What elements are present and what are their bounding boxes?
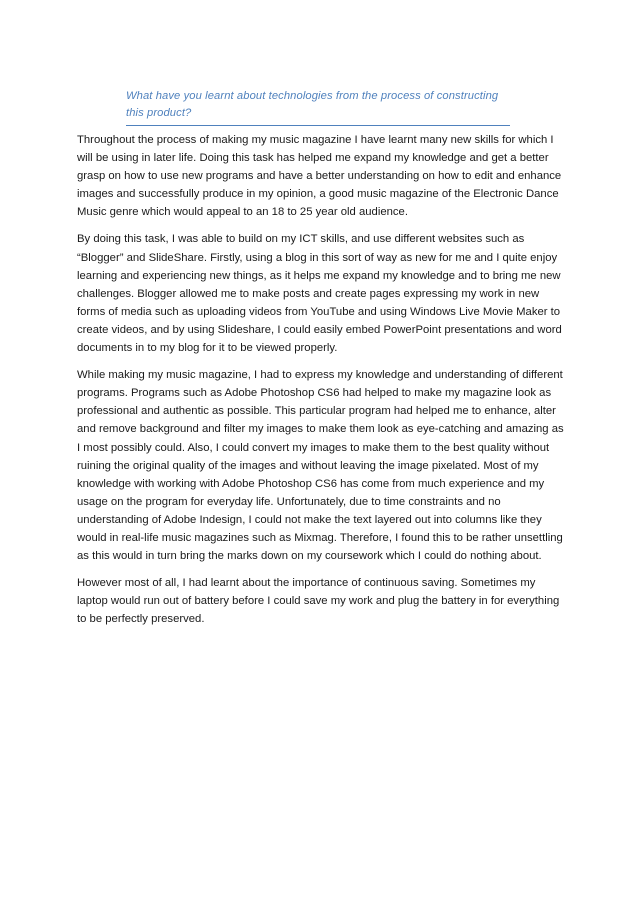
paragraph-ict-skills: By doing this task, I was able to build on my ICT skills, and use different websites such as “Blogger” and SlideShare. Firstly, using a blog in this sort of way as new for me and I quite enjoy learning and experiencing new things, as it helps me expand my knowledge and to bring me new challenges. Blogger allowed me to make posts and create pages expressing my work in new forms of media such as uploading videos from YouTube and using Windows Live Movie Maker to create videos, and by using Slideshare, I could easily embed PowerPoint presentations and word documents in to my blog for it to be viewed properly. bbox=[77, 233, 562, 355]
paragraph-saving: However most of all, I had learnt about the importance of continuous saving. Sometimes my laptop would run out of battery before I could save my work and plug the battery in for everything to be perfectly preserved. bbox=[77, 577, 560, 626]
question-heading: What have you learnt about technologies from the process of constructing this product? bbox=[126, 88, 510, 126]
paragraph-photoshop: While making my music magazine, I had to express my knowledge and understanding of different programs. Programs such as Adobe Photoshop CS6 had helped to make my magazine look as professional and authentic as possible. This particular program had helped me to enhance, alter and remove background and filter my images to make them look as eye-catching and amazing as I most possibly could. Also, I could convert my images to make them to the best quality without ruining the original quality of the images and without leaving the image pixelated. Most of my knowledge with working with Adobe Photoshop CS6 has come from much experience and my usage on the program for everyday life. Unfortunately, due to time constraints and no understanding of Adobe Indesign, I could not make the text layered out into columns like they would in real-life music magazines such as Mixmag. Therefore, I found this to be rather unsettling as this would in turn bring the marks down on my coursework which I could do nothing about. bbox=[77, 369, 564, 563]
paragraph-intro: Throughout the process of making my music magazine I have learnt many new skills for which I will be using in later life. Doing this task has helped me expand my knowledge and get a better grasp on how to use new programs and have a better understanding on how to edit and enhance images and successfully produce in my opinion, a good music magazine of the Electronic Dance Music genre which would appeal to an 18 to 25 year old audience. bbox=[77, 134, 562, 219]
document-body bbox=[77, 131, 567, 637]
